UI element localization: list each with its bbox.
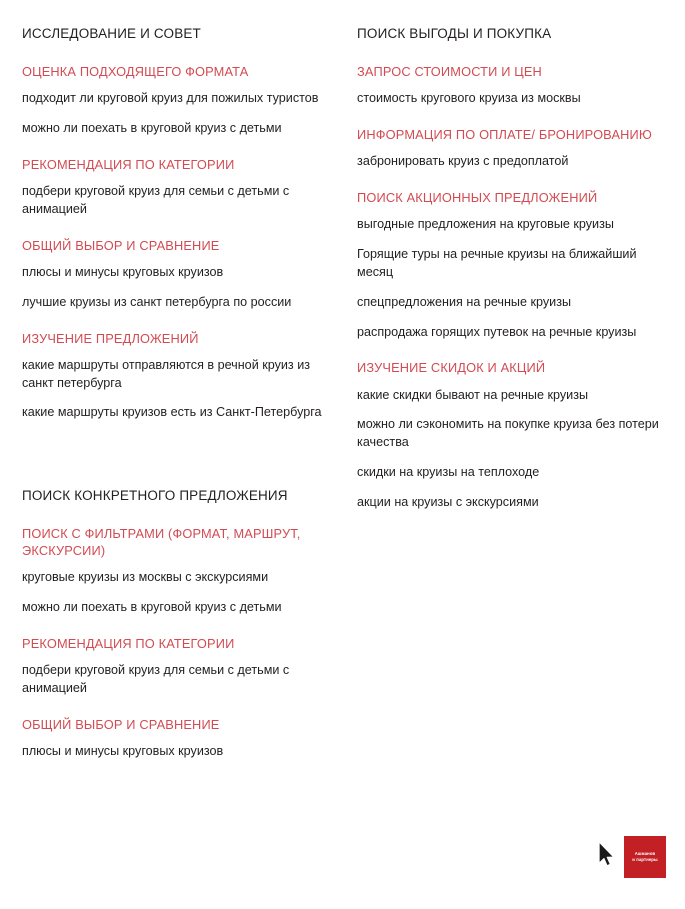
intent-block (22, 525, 329, 617)
search-query-item: спецпредложения на речные круизы (357, 294, 572, 309)
search-query-item: акции на круизы с экскурсиями (357, 495, 539, 510)
group-title: ИССЛЕДОВАНИЕ И СОВЕТ (22, 26, 201, 41)
left-column (22, 26, 357, 761)
intent-title: РЕКОМЕНДАЦИЯ ПО КАТЕГОРИИ (22, 156, 235, 172)
search-query-item: плюсы и минусы круговых круизов (22, 744, 224, 759)
intent-title: ИЗУЧЕНИЕ СКИДОК И АКЦИЙ (357, 360, 546, 376)
search-query-item: круговые круизы из москвы с экскурсиями (22, 570, 269, 585)
group-spacer (22, 422, 329, 488)
arrow-pointer-cursor (597, 841, 617, 869)
intent-block (22, 237, 329, 312)
intent-block (22, 635, 329, 698)
search-query-item: можно ли поехать в круговой круиз с детьми (22, 600, 282, 615)
intent-group (357, 26, 667, 512)
intent-title: ОЦЕНКА ПОДХОДЯЩЕГО ФОРМАТА (22, 63, 249, 79)
brand-logo-line-2: и партнеры (632, 857, 658, 862)
intent-block (357, 189, 667, 342)
search-query-item: какие скидки бывают на речные круизы (357, 387, 589, 402)
search-query-item: забронировать круиз с предоплатой (357, 154, 569, 169)
intent-block (22, 330, 329, 423)
search-query-item: скидки на круизы на теплоходе (357, 465, 540, 480)
search-query-item: Горящие туры на речные круизы на ближайший месяц (357, 246, 637, 279)
right-column (357, 26, 667, 512)
search-query-item: распродажа горящих путевок на речные круизы (357, 324, 637, 339)
intent-block (357, 359, 667, 512)
intent-title: ПОИСК АКЦИОННЫХ ПРЕДЛОЖЕНИЙ (357, 189, 598, 205)
intent-title: ИНФОРМАЦИЯ ПО ОПЛАТЕ/ БРОНИРОВАНИЮ (357, 126, 652, 142)
search-query-item: выгодные предложения на круговые круизы (357, 217, 614, 232)
intent-title: ИЗУЧЕНИЕ ПРЕДЛОЖЕНИЙ (22, 330, 199, 346)
intent-block (22, 156, 329, 219)
intent-block (357, 126, 667, 171)
brand-logo-line-1: Ашманов (634, 850, 656, 856)
search-query-item: подбери круговой круиз для семьи с детьми с анимацией (22, 663, 290, 696)
search-query-item: плюсы и минусы круговых круизов (22, 264, 224, 279)
intent-group (22, 26, 329, 422)
intent-block (22, 716, 329, 761)
left-column-groups (22, 26, 329, 761)
search-query-item: какие маршруты круизов есть из Санкт-Петербурга (22, 405, 322, 420)
intent-title: РЕКОМЕНДАЦИЯ ПО КАТЕГОРИИ (22, 636, 235, 652)
two-column-layout (22, 26, 667, 761)
intent-title: ОБЩИЙ ВЫБОР И СРАВНЕНИЕ (22, 237, 220, 253)
intent-block (22, 63, 329, 138)
search-query-item: стоимость кругового круиза из москвы (357, 91, 581, 106)
search-query-item: какие маршруты отправляются в речной круиз из санкт петербурга (22, 357, 311, 390)
search-query-item: подбери круговой круиз для семьи с детьми с анимацией (22, 183, 290, 216)
intent-group (22, 488, 329, 761)
intent-title: ПОИСК С ФИЛЬТРАМИ (ФОРМАТ, МАРШРУТ, ЭКСКУРСИИ) (22, 526, 301, 559)
group-title: ПОИСК ВЫГОДЫ И ПОКУПКА (357, 26, 552, 41)
group-title: ПОИСК КОНКРЕТНОГО ПРЕДЛОЖЕНИЯ (22, 488, 288, 504)
search-query-item: подходит ли круговой круиз для пожилых туристов (22, 91, 319, 106)
intent-title: ЗАПРОС СТОИМОСТИ И ЦЕН (357, 63, 542, 79)
intent-title: ОБЩИЙ ВЫБОР И СРАВНЕНИЕ (22, 717, 220, 733)
search-query-item: лучшие круизы из санкт петербурга по россии (22, 294, 292, 309)
search-query-item: можно ли поехать в круговой круиз с детьми (22, 120, 282, 135)
right-column-groups (357, 26, 667, 512)
search-query-item: можно ли сэкономить на покупке круиза без потери качества (357, 417, 659, 450)
intent-block (357, 63, 667, 108)
brand-logo (624, 836, 666, 878)
